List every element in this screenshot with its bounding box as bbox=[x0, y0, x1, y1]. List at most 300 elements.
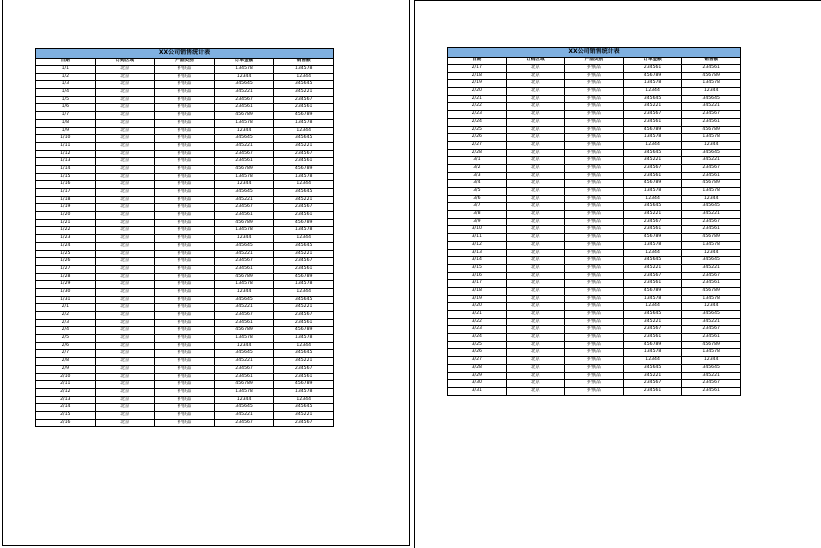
category-cell: 护肤品 bbox=[155, 219, 215, 227]
sales-cell: 345645 bbox=[274, 296, 334, 304]
order-amount-cell: 456789 bbox=[214, 165, 274, 173]
sales-cell: 345221 bbox=[274, 142, 334, 150]
table-row bbox=[36, 419, 334, 427]
date-cell: 1/6 bbox=[36, 104, 96, 112]
sales-cell: 345645 bbox=[274, 81, 334, 89]
date-cell: 2/22 bbox=[448, 103, 507, 111]
sales-cell: 456789 bbox=[274, 112, 334, 120]
category-cell: 护肤品 bbox=[565, 326, 624, 334]
date-cell: 3/5 bbox=[448, 188, 507, 196]
category-cell: 护肤品 bbox=[565, 149, 624, 157]
sales-cell: 345645 bbox=[274, 350, 334, 358]
category-cell: 护肤品 bbox=[565, 249, 624, 257]
region-cell: 北京 bbox=[95, 350, 155, 358]
table-row bbox=[36, 273, 334, 281]
category-cell: 护肤品 bbox=[565, 264, 624, 272]
sales-cell: 345221 bbox=[274, 89, 334, 97]
table-row bbox=[36, 296, 334, 304]
region-cell: 北京 bbox=[95, 189, 155, 197]
sales-cell: 134578 bbox=[274, 227, 334, 235]
column-header: 产品类别 bbox=[565, 57, 624, 65]
category-cell: 护肤品 bbox=[155, 304, 215, 312]
category-cell: 护肤品 bbox=[565, 103, 624, 111]
sales-cell: 456789 bbox=[682, 72, 741, 80]
date-cell: 1/23 bbox=[36, 235, 96, 243]
order-amount-cell: 234561 bbox=[214, 104, 274, 112]
category-cell: 护肤品 bbox=[565, 287, 624, 295]
sales-cell: 456789 bbox=[682, 180, 741, 188]
table-row bbox=[36, 312, 334, 320]
date-cell: 1/26 bbox=[36, 258, 96, 266]
table-row bbox=[36, 358, 334, 366]
region-cell: 北京 bbox=[506, 303, 565, 311]
table-row bbox=[448, 72, 741, 80]
region-cell: 北京 bbox=[506, 141, 565, 149]
table-row bbox=[448, 126, 741, 134]
sales-cell: 345221 bbox=[682, 318, 741, 326]
date-cell: 3/12 bbox=[448, 241, 507, 249]
sales-cell: 12344 bbox=[274, 342, 334, 350]
sales-cell: 234561 bbox=[682, 65, 741, 73]
date-cell: 3/21 bbox=[448, 311, 507, 319]
order-amount-cell: 12344 bbox=[214, 288, 274, 296]
sales-cell: 134578 bbox=[274, 173, 334, 181]
sales-cell: 234567 bbox=[682, 218, 741, 226]
table-row bbox=[448, 164, 741, 172]
region-cell: 北京 bbox=[95, 288, 155, 296]
region-cell: 北京 bbox=[506, 226, 565, 234]
order-amount-cell: 345645 bbox=[214, 135, 274, 143]
region-cell: 北京 bbox=[506, 241, 565, 249]
order-amount-cell: 134578 bbox=[214, 388, 274, 396]
date-cell: 2/27 bbox=[448, 141, 507, 149]
order-amount-cell: 12344 bbox=[623, 141, 682, 149]
region-cell: 北京 bbox=[95, 219, 155, 227]
category-cell: 护肤品 bbox=[565, 341, 624, 349]
category-cell: 护肤品 bbox=[155, 319, 215, 327]
date-cell: 3/16 bbox=[448, 272, 507, 280]
table-row bbox=[36, 73, 334, 81]
date-cell: 1/3 bbox=[36, 81, 96, 89]
category-cell: 护肤品 bbox=[155, 404, 215, 412]
order-amount-cell: 456789 bbox=[623, 341, 682, 349]
region-cell: 北京 bbox=[95, 242, 155, 250]
order-amount-cell: 12344 bbox=[623, 303, 682, 311]
order-amount-cell: 12344 bbox=[623, 88, 682, 96]
region-cell: 北京 bbox=[506, 103, 565, 111]
order-amount-cell: 456789 bbox=[214, 273, 274, 281]
column-header: 日期 bbox=[36, 58, 96, 66]
order-amount-cell: 134578 bbox=[214, 227, 274, 235]
category-cell: 护肤品 bbox=[565, 380, 624, 388]
date-cell: 3/28 bbox=[448, 364, 507, 372]
region-cell: 北京 bbox=[95, 204, 155, 212]
sales-cell: 345221 bbox=[274, 358, 334, 366]
table-row bbox=[36, 265, 334, 273]
table-row bbox=[448, 295, 741, 303]
sales-cell: 134578 bbox=[274, 281, 334, 289]
date-cell: 3/19 bbox=[448, 295, 507, 303]
region-cell: 北京 bbox=[95, 158, 155, 166]
category-cell: 护肤品 bbox=[155, 350, 215, 358]
date-cell: 2/5 bbox=[36, 335, 96, 343]
region-cell: 北京 bbox=[95, 404, 155, 412]
category-cell: 护肤品 bbox=[565, 188, 624, 196]
category-cell: 护肤品 bbox=[565, 211, 624, 219]
table-row bbox=[448, 326, 741, 334]
table-row bbox=[36, 219, 334, 227]
region-cell: 北京 bbox=[95, 342, 155, 350]
date-cell: 3/6 bbox=[448, 195, 507, 203]
sales-cell: 234567 bbox=[274, 150, 334, 158]
table-row bbox=[36, 227, 334, 235]
category-cell: 护肤品 bbox=[565, 241, 624, 249]
date-cell: 3/2 bbox=[448, 164, 507, 172]
table-row bbox=[448, 341, 741, 349]
region-cell: 北京 bbox=[95, 127, 155, 135]
region-cell: 北京 bbox=[506, 257, 565, 265]
category-cell: 护肤品 bbox=[155, 89, 215, 97]
table-row bbox=[448, 172, 741, 180]
date-cell: 2/15 bbox=[36, 411, 96, 419]
region-cell: 北京 bbox=[506, 249, 565, 257]
order-amount-cell: 12344 bbox=[214, 73, 274, 81]
sales-cell: 12344 bbox=[274, 127, 334, 135]
sales-cell: 12344 bbox=[682, 249, 741, 257]
region-cell: 北京 bbox=[95, 73, 155, 81]
region-cell: 北京 bbox=[506, 234, 565, 242]
sales-cell: 456789 bbox=[274, 273, 334, 281]
date-cell: 3/14 bbox=[448, 257, 507, 265]
table-row bbox=[36, 281, 334, 289]
region-cell: 北京 bbox=[506, 295, 565, 303]
sales-cell: 456789 bbox=[274, 219, 334, 227]
category-cell: 护肤品 bbox=[565, 334, 624, 342]
sales-cell: 345645 bbox=[682, 311, 741, 319]
date-cell: 1/19 bbox=[36, 204, 96, 212]
table-row bbox=[448, 311, 741, 319]
order-amount-cell: 234561 bbox=[214, 373, 274, 381]
category-cell: 护肤品 bbox=[155, 358, 215, 366]
region-cell: 北京 bbox=[95, 119, 155, 127]
category-cell: 护肤品 bbox=[155, 204, 215, 212]
order-amount-cell: 234567 bbox=[623, 164, 682, 172]
region-cell: 北京 bbox=[506, 349, 565, 357]
sales-cell: 12344 bbox=[274, 288, 334, 296]
category-cell: 护肤品 bbox=[155, 342, 215, 350]
table-row bbox=[36, 104, 334, 112]
order-amount-cell: 345221 bbox=[214, 358, 274, 366]
category-cell: 护肤品 bbox=[155, 181, 215, 189]
order-amount-cell: 456789 bbox=[214, 327, 274, 335]
order-amount-cell: 345221 bbox=[214, 89, 274, 97]
region-cell: 北京 bbox=[95, 66, 155, 74]
sales-cell: 12344 bbox=[682, 195, 741, 203]
table-row bbox=[36, 373, 334, 381]
category-cell: 护肤品 bbox=[155, 212, 215, 220]
date-cell: 2/1 bbox=[36, 304, 96, 312]
region-cell: 北京 bbox=[506, 134, 565, 142]
order-amount-cell: 345221 bbox=[623, 372, 682, 380]
order-amount-cell: 234561 bbox=[214, 158, 274, 166]
table-row bbox=[448, 134, 741, 142]
date-cell: 2/7 bbox=[36, 350, 96, 358]
category-cell: 护肤品 bbox=[565, 349, 624, 357]
order-amount-cell: 456789 bbox=[214, 219, 274, 227]
table-row bbox=[36, 381, 334, 389]
table-row bbox=[36, 396, 334, 404]
sales-cell: 134578 bbox=[274, 388, 334, 396]
date-cell: 3/4 bbox=[448, 180, 507, 188]
order-amount-cell: 456789 bbox=[214, 381, 274, 389]
category-cell: 护肤品 bbox=[565, 372, 624, 380]
table-row bbox=[448, 180, 741, 188]
order-amount-cell: 234561 bbox=[623, 172, 682, 180]
sales-cell: 345221 bbox=[682, 211, 741, 219]
date-cell: 1/11 bbox=[36, 142, 96, 150]
table-title-row bbox=[448, 48, 741, 58]
order-amount-cell: 134578 bbox=[214, 173, 274, 181]
region-cell: 北京 bbox=[95, 258, 155, 266]
region-cell: 北京 bbox=[506, 287, 565, 295]
region-cell: 北京 bbox=[506, 326, 565, 334]
region-cell: 北京 bbox=[506, 311, 565, 319]
sales-cell: 134578 bbox=[274, 335, 334, 343]
region-cell: 北京 bbox=[95, 265, 155, 273]
date-cell: 1/21 bbox=[36, 219, 96, 227]
table-row bbox=[448, 241, 741, 249]
category-cell: 护肤品 bbox=[155, 227, 215, 235]
sales-cell: 234567 bbox=[682, 326, 741, 334]
date-cell: 2/2 bbox=[36, 312, 96, 320]
sales-cell: 234561 bbox=[682, 118, 741, 126]
date-cell: 2/19 bbox=[448, 80, 507, 88]
region-cell: 北京 bbox=[506, 264, 565, 272]
category-cell: 护肤品 bbox=[565, 303, 624, 311]
sales-cell: 345645 bbox=[274, 135, 334, 143]
sales-cell: 234567 bbox=[274, 419, 334, 427]
date-cell: 3/8 bbox=[448, 211, 507, 219]
table-title: XX公司销售统计表 bbox=[448, 48, 741, 58]
table-row bbox=[448, 234, 741, 242]
date-cell: 2/20 bbox=[448, 88, 507, 96]
sales-cell: 134578 bbox=[682, 134, 741, 142]
region-cell: 北京 bbox=[95, 150, 155, 158]
sales-cell: 345221 bbox=[682, 103, 741, 111]
date-cell: 2/16 bbox=[36, 419, 96, 427]
sales-cell: 234561 bbox=[274, 265, 334, 273]
order-amount-cell: 12344 bbox=[214, 235, 274, 243]
table-row bbox=[36, 135, 334, 143]
category-cell: 护肤品 bbox=[565, 141, 624, 149]
order-amount-cell: 234561 bbox=[214, 212, 274, 220]
date-cell: 2/13 bbox=[36, 396, 96, 404]
category-cell: 护肤品 bbox=[565, 157, 624, 165]
date-cell: 2/4 bbox=[36, 327, 96, 335]
date-cell: 3/7 bbox=[448, 203, 507, 211]
column-header: 日期 bbox=[448, 57, 507, 65]
order-amount-cell: 234567 bbox=[623, 218, 682, 226]
category-cell: 护肤品 bbox=[155, 365, 215, 373]
sales-cell: 134578 bbox=[682, 80, 741, 88]
table-row bbox=[36, 204, 334, 212]
region-cell: 北京 bbox=[95, 296, 155, 304]
sales-cell: 134578 bbox=[682, 241, 741, 249]
sales-cell: 345645 bbox=[682, 149, 741, 157]
sales-cell: 345645 bbox=[274, 404, 334, 412]
order-amount-cell: 134578 bbox=[214, 119, 274, 127]
category-cell: 护肤品 bbox=[565, 357, 624, 365]
order-amount-cell: 345645 bbox=[623, 311, 682, 319]
table-title-row bbox=[36, 49, 334, 59]
sales-cell: 345221 bbox=[682, 372, 741, 380]
sales-cell: 456789 bbox=[682, 287, 741, 295]
sales-cell: 12344 bbox=[274, 73, 334, 81]
order-amount-cell: 134578 bbox=[214, 66, 274, 74]
table-row bbox=[36, 112, 334, 120]
category-cell: 护肤品 bbox=[565, 311, 624, 319]
region-cell: 北京 bbox=[95, 96, 155, 104]
sales-cell: 234567 bbox=[274, 258, 334, 266]
order-amount-cell: 12344 bbox=[623, 249, 682, 257]
category-cell: 护肤品 bbox=[155, 135, 215, 143]
sales-cell: 134578 bbox=[274, 66, 334, 74]
sales-cell: 345645 bbox=[682, 95, 741, 103]
table-row bbox=[36, 119, 334, 127]
order-amount-cell: 134578 bbox=[623, 134, 682, 142]
date-cell: 1/5 bbox=[36, 96, 96, 104]
date-cell: 1/4 bbox=[36, 89, 96, 97]
order-amount-cell: 234567 bbox=[214, 258, 274, 266]
region-cell: 北京 bbox=[506, 180, 565, 188]
region-cell: 北京 bbox=[506, 80, 565, 88]
region-cell: 北京 bbox=[506, 72, 565, 80]
sales-cell: 456789 bbox=[274, 327, 334, 335]
category-cell: 护肤品 bbox=[155, 173, 215, 181]
category-cell: 护肤品 bbox=[155, 396, 215, 404]
table-row bbox=[36, 319, 334, 327]
sales-cell: 234561 bbox=[274, 212, 334, 220]
date-cell: 2/17 bbox=[448, 65, 507, 73]
date-cell: 1/17 bbox=[36, 189, 96, 197]
category-cell: 护肤品 bbox=[565, 295, 624, 303]
order-amount-cell: 345221 bbox=[214, 411, 274, 419]
date-cell: 1/27 bbox=[36, 265, 96, 273]
category-cell: 护肤品 bbox=[155, 312, 215, 320]
date-cell: 2/26 bbox=[448, 134, 507, 142]
date-cell: 1/29 bbox=[36, 281, 96, 289]
category-cell: 护肤品 bbox=[565, 203, 624, 211]
column-header: 销售额 bbox=[682, 57, 741, 65]
region-cell: 北京 bbox=[95, 212, 155, 220]
category-cell: 护肤品 bbox=[565, 195, 624, 203]
sales-cell: 456789 bbox=[682, 234, 741, 242]
column-header: 订购区域 bbox=[506, 57, 565, 65]
sales-cell: 345221 bbox=[274, 304, 334, 312]
date-cell: 2/21 bbox=[448, 95, 507, 103]
region-cell: 北京 bbox=[506, 334, 565, 342]
order-amount-cell: 345221 bbox=[623, 103, 682, 111]
table-row bbox=[36, 212, 334, 220]
category-cell: 护肤品 bbox=[155, 165, 215, 173]
region-cell: 北京 bbox=[95, 181, 155, 189]
table-row bbox=[36, 127, 334, 135]
category-cell: 护肤品 bbox=[155, 250, 215, 258]
region-cell: 北京 bbox=[506, 195, 565, 203]
order-amount-cell: 234567 bbox=[623, 380, 682, 388]
date-cell: 2/24 bbox=[448, 118, 507, 126]
region-cell: 北京 bbox=[506, 357, 565, 365]
sales-table-page-2 bbox=[447, 47, 741, 396]
table-row bbox=[448, 318, 741, 326]
date-cell: 2/12 bbox=[36, 388, 96, 396]
date-cell: 3/30 bbox=[448, 380, 507, 388]
table-row bbox=[448, 364, 741, 372]
region-cell: 北京 bbox=[506, 341, 565, 349]
category-cell: 护肤品 bbox=[155, 158, 215, 166]
sales-cell: 234567 bbox=[682, 272, 741, 280]
date-cell: 3/11 bbox=[448, 234, 507, 242]
region-cell: 北京 bbox=[95, 388, 155, 396]
region-cell: 北京 bbox=[506, 111, 565, 119]
order-amount-cell: 12344 bbox=[623, 357, 682, 365]
order-amount-cell: 345645 bbox=[623, 257, 682, 265]
order-amount-cell: 234567 bbox=[214, 96, 274, 104]
order-amount-cell: 345221 bbox=[623, 157, 682, 165]
table-header-row bbox=[36, 58, 334, 66]
order-amount-cell: 345645 bbox=[214, 350, 274, 358]
date-cell: 2/28 bbox=[448, 149, 507, 157]
date-cell: 3/25 bbox=[448, 341, 507, 349]
category-cell: 护肤品 bbox=[155, 335, 215, 343]
table-row bbox=[36, 196, 334, 204]
table-row bbox=[448, 80, 741, 88]
sales-cell: 234561 bbox=[682, 334, 741, 342]
table-row bbox=[448, 380, 741, 388]
region-cell: 北京 bbox=[95, 104, 155, 112]
date-cell: 1/30 bbox=[36, 288, 96, 296]
region-cell: 北京 bbox=[506, 211, 565, 219]
sales-cell: 234567 bbox=[682, 111, 741, 119]
order-amount-cell: 345221 bbox=[214, 304, 274, 312]
region-cell: 北京 bbox=[506, 280, 565, 288]
order-amount-cell: 345645 bbox=[623, 364, 682, 372]
sales-cell: 12344 bbox=[682, 303, 741, 311]
order-amount-cell: 345645 bbox=[214, 242, 274, 250]
table-row bbox=[36, 173, 334, 181]
date-cell: 1/25 bbox=[36, 250, 96, 258]
category-cell: 护肤品 bbox=[155, 381, 215, 389]
category-cell: 护肤品 bbox=[155, 235, 215, 243]
category-cell: 护肤品 bbox=[565, 272, 624, 280]
category-cell: 护肤品 bbox=[155, 66, 215, 74]
table-row bbox=[448, 357, 741, 365]
sales-cell: 12344 bbox=[682, 141, 741, 149]
region-cell: 北京 bbox=[95, 273, 155, 281]
date-cell: 1/22 bbox=[36, 227, 96, 235]
table-row bbox=[36, 258, 334, 266]
date-cell: 1/12 bbox=[36, 150, 96, 158]
table-row bbox=[448, 280, 741, 288]
sales-cell: 345221 bbox=[682, 264, 741, 272]
date-cell: 3/31 bbox=[448, 387, 507, 395]
table-row bbox=[36, 158, 334, 166]
date-cell: 3/20 bbox=[448, 303, 507, 311]
date-cell: 1/9 bbox=[36, 127, 96, 135]
sales-cell: 345645 bbox=[682, 203, 741, 211]
order-amount-cell: 234561 bbox=[623, 118, 682, 126]
date-cell: 3/26 bbox=[448, 349, 507, 357]
